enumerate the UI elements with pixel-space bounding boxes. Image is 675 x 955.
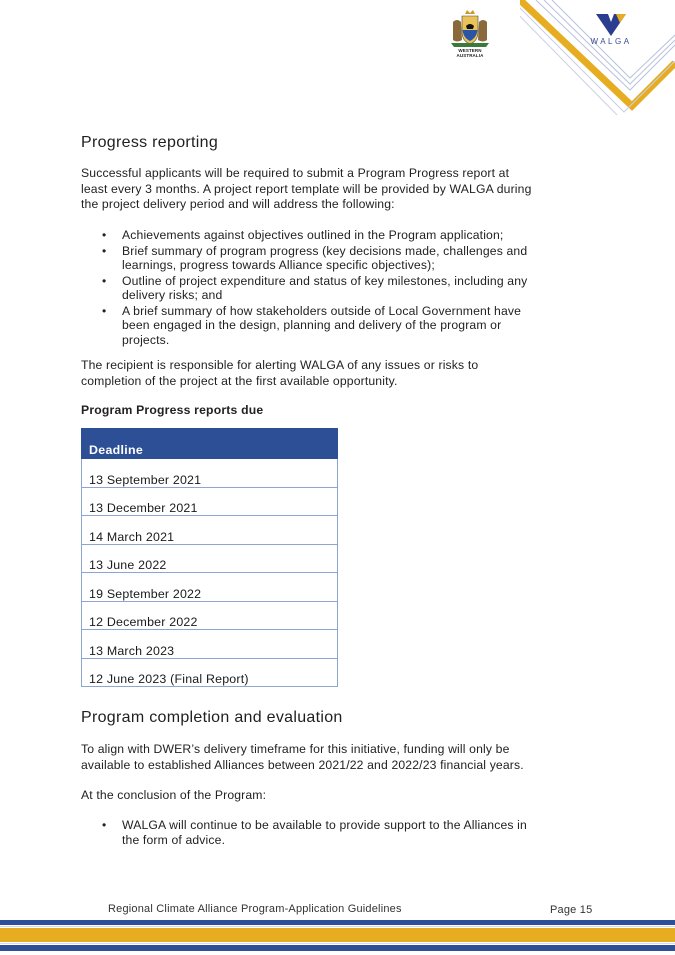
footer-stripe-blue-bottom [0, 945, 675, 951]
walga-chevron-icon [596, 14, 626, 36]
progress-intro-paragraph [81, 166, 611, 213]
bullet-line: learnings, progress towards Alliance specific objectives); [122, 258, 435, 272]
bullet-item [81, 228, 621, 243]
deadline-cell: 19 September 2022 [82, 573, 338, 602]
table-row [82, 658, 338, 687]
dwer-timeframe-paragraph [81, 742, 621, 773]
conclusion-paragraph: At the conclusion of the Program: [81, 788, 267, 802]
issues-paragraph [81, 358, 611, 389]
bullet-icon: • [102, 818, 107, 832]
table-row [82, 459, 338, 488]
bullet-item [81, 274, 621, 303]
closing-line: completion of the project at the first available opportunity. [81, 373, 398, 388]
bullet-line: delivery risks; and [122, 288, 223, 302]
progress-report-bullets [81, 228, 621, 347]
table-row [82, 487, 338, 516]
para-line: available to established Alliances between 2021/22 and 2022/23 financial years. [81, 757, 524, 772]
deadline-column-header: Deadline [82, 429, 338, 459]
western-australia-crest [445, 10, 495, 56]
walga-logo [588, 14, 634, 52]
deadline-table [81, 428, 338, 687]
table-row [82, 630, 338, 659]
intro-line: the project delivery period and will address the following: [81, 197, 395, 211]
deadline-cell: 12 June 2023 (Final Report) [82, 658, 338, 687]
program-completion-heading: Program completion and evaluation [81, 709, 343, 726]
intro-line: least every 3 months. A project report template will be provided by WALGA during [81, 181, 532, 196]
bullet-line: Achievements against objectives outlined in the Program application; [122, 228, 504, 242]
bullet-line: A brief summary of how stakeholders outside of Local Government have [122, 303, 522, 318]
table-row [82, 544, 338, 573]
bullet-icon: • [102, 243, 107, 258]
table-row [82, 601, 338, 630]
footer-stripe-light [0, 943, 675, 944]
crest-caption: WESTERN AUSTRALIA [456, 48, 484, 58]
bullet-line: WALGA will continue to be available to provide support to the Alliances in [122, 818, 527, 832]
closing-line: The recipient is responsible for alerting WALGA of any issues or risks to [81, 358, 479, 372]
bullet-item [81, 304, 621, 348]
para-line: To align with DWER’s delivery timeframe for this initiative, funding will only be [81, 742, 510, 756]
bullet-line: the form of advice. [122, 832, 226, 847]
deadline-cell: 13 June 2022 [82, 544, 338, 573]
bullet-icon: • [102, 273, 107, 288]
footer-stripe-blue-top [0, 920, 675, 925]
table-header-row [82, 429, 338, 459]
bullet-line: Brief summary of program progress (key decisions made, challenges and [122, 243, 528, 258]
bullet-line: projects. [122, 332, 170, 347]
bullet-line: Outline of project expenditure and status of key milestones, including any [122, 273, 528, 288]
bullet-icon: • [102, 303, 107, 318]
footer-stripe-light [0, 926, 675, 927]
deadline-cell: 13 March 2023 [82, 630, 338, 659]
footer-stripe-gold [0, 928, 675, 942]
footer-page-number: Page 15 [550, 904, 593, 916]
deadline-cell: 14 March 2021 [82, 516, 338, 545]
intro-line: Successful applicants will be required to submit a Program Progress report at [81, 166, 510, 180]
footer-document-title: Regional Climate Alliance Program-Application Guidelines [108, 903, 402, 915]
table-row [82, 516, 338, 545]
progress-reports-due-label: Program Progress reports due [81, 403, 264, 417]
bullet-icon: • [102, 228, 107, 242]
bullet-item [81, 818, 621, 847]
deadline-cell: 12 December 2022 [82, 601, 338, 630]
bullet-item [81, 244, 621, 273]
completion-bullets [81, 818, 621, 847]
walga-wordmark: WALGA [590, 37, 632, 46]
bullet-line: been engaged in the design, planning and delivery of the program or [122, 318, 502, 332]
table-row [82, 573, 338, 602]
deadline-cell: 13 December 2021 [82, 487, 338, 516]
crest-icon [445, 10, 495, 48]
progress-reporting-heading: Progress reporting [81, 134, 219, 151]
deadline-cell: 13 September 2021 [82, 459, 338, 488]
